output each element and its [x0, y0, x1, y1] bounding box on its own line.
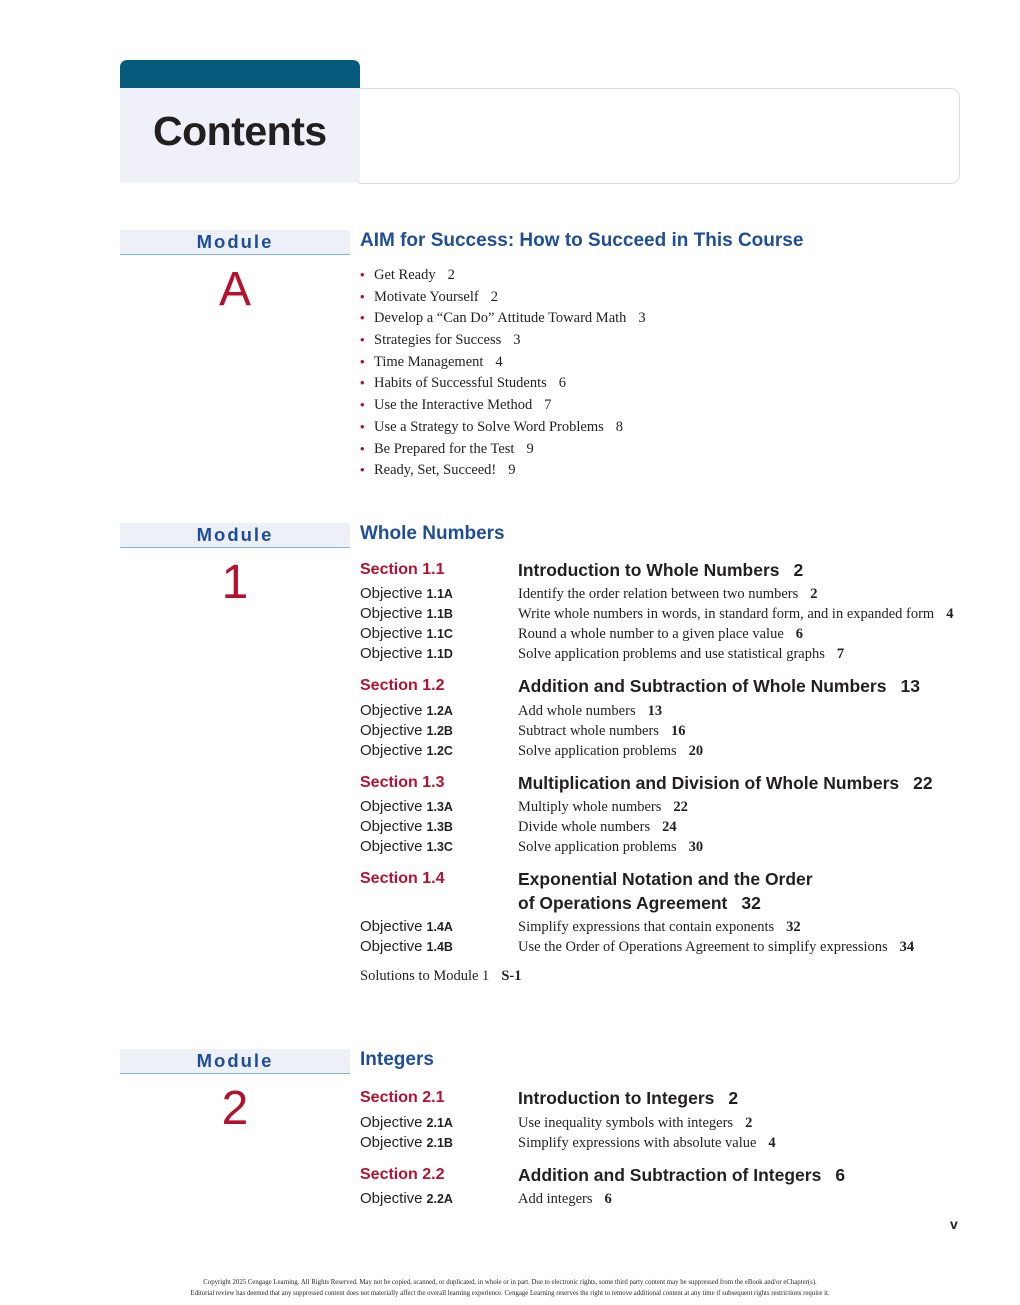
bullet-icon: •	[360, 310, 365, 326]
copyright-line-2: Editorial review has deemed that any suppressed content does not materially affect the overall learning experience. Cengage Learning reserves the right to remove additional content at any time if subsequent rights restrictions require it.	[190, 1290, 830, 1297]
section-label: Section 2.1	[360, 1089, 445, 1106]
module-a-list	[360, 264, 646, 481]
section-title: Addition and Subtraction of Whole Numbers 13	[518, 676, 920, 696]
list-item[interactable]	[360, 394, 646, 416]
objective-text: Use inequality symbols with integers 2	[518, 1115, 753, 1131]
item-label: Ready, Set, Succeed!	[374, 462, 497, 479]
objective-label: Objective 1.3B	[360, 818, 453, 835]
page-ref: 24	[662, 819, 677, 835]
page-ref: 32	[786, 919, 801, 935]
objective-text: Subtract whole numbers 16	[518, 723, 686, 739]
list-item[interactable]	[360, 438, 646, 460]
page-ref: 9	[508, 462, 516, 479]
solutions-link[interactable]: Solutions to Module 1 S-1	[360, 968, 522, 984]
section-label: Section 1.2	[360, 677, 445, 694]
page-ref: 22	[673, 799, 688, 815]
objective-label: Objective 1.2B	[360, 722, 453, 739]
page-ref: 2	[728, 1088, 739, 1108]
objective-label: Objective 1.1A	[360, 585, 453, 602]
section-label: Section 2.2	[360, 1166, 445, 1183]
bullet-icon: •	[360, 440, 365, 456]
item-label: Habits of Successful Students	[374, 375, 547, 392]
objective-text: Solve application problems 30	[518, 839, 704, 855]
page-ref: 30	[688, 839, 704, 855]
page-ref: 22	[913, 773, 933, 793]
objective-label: Objective 1.3C	[360, 838, 453, 855]
item-label: Motivate Yourself	[374, 288, 479, 305]
bullet-icon: •	[360, 288, 365, 304]
item-label: Develop a “Can Do” Attitude Toward Math	[374, 310, 627, 327]
page-ref: 7	[836, 646, 845, 662]
section-title: Exponential Notation and the Order	[518, 869, 813, 889]
module-a-title[interactable]: AIM for Success: How to Succeed in This Course	[360, 230, 804, 251]
module-2-badge	[120, 1049, 350, 1139]
module-word: Module	[120, 230, 350, 255]
module-1-badge	[120, 523, 350, 613]
list-item[interactable]	[360, 351, 646, 373]
objective-label: Objective 1.1C	[360, 625, 453, 642]
list-item[interactable]	[360, 459, 646, 481]
objective-text: Solve application problems and use statistical graphs 7	[518, 646, 845, 662]
objective-text: Add integers 6	[518, 1191, 612, 1207]
section-title: Multiplication and Division of Whole Numbers 22	[518, 773, 933, 793]
list-item[interactable]	[360, 329, 646, 351]
page-ref: 2	[810, 586, 818, 602]
module-number: 1	[221, 556, 249, 609]
header-outline	[359, 88, 960, 184]
page-ref: 9	[526, 440, 534, 457]
objective-label: Objective 2.1A	[360, 1114, 453, 1131]
page-ref: 8	[615, 418, 623, 435]
module-word: Module	[120, 523, 350, 548]
section-title: Addition and Subtraction of Integers 6	[518, 1165, 846, 1185]
page-ref: 7	[544, 397, 552, 414]
objective-label: Objective 2.2A	[360, 1190, 453, 1207]
page-ref: 6	[558, 375, 567, 392]
bullet-icon: •	[360, 332, 365, 348]
module-a-badge	[120, 230, 350, 320]
page-ref: 2	[447, 267, 455, 283]
list-item[interactable]	[360, 416, 646, 438]
objective-label: Objective 1.2C	[360, 742, 453, 759]
page-ref: 2	[745, 1115, 753, 1131]
objective-text: Solve application problems 20	[518, 743, 704, 759]
objective-label: Objective 1.4B	[360, 938, 453, 955]
list-item[interactable]	[360, 307, 646, 329]
objective-label: Objective 1.2A	[360, 702, 453, 719]
page-ref: 34	[899, 939, 915, 955]
bullet-icon: •	[360, 397, 365, 413]
bullet-icon: •	[360, 462, 365, 478]
header-tab-decoration	[120, 60, 360, 89]
objective-label: Objective 2.1B	[360, 1134, 453, 1151]
objective-text: Add whole numbers 13	[518, 703, 663, 719]
module-1-title[interactable]: Whole Numbers	[360, 523, 505, 544]
item-label: Use the Interactive Method	[374, 397, 533, 414]
page-ref: 3	[638, 310, 646, 327]
page-ref: 6	[795, 626, 804, 642]
page-ref: 32	[741, 893, 761, 913]
section-label: Section 1.1	[360, 561, 445, 578]
page-ref: 16	[670, 723, 686, 739]
page-ref: 2	[490, 288, 498, 305]
module-word: Module	[120, 1049, 350, 1074]
item-label: Get Ready	[374, 267, 436, 283]
page-ref: 4	[768, 1135, 776, 1151]
objective-label: Objective 1.4A	[360, 918, 453, 935]
section-title: Introduction to Whole Numbers 2	[518, 560, 804, 580]
page-ref: 6	[604, 1191, 612, 1207]
objective-text: Multiply whole numbers 22	[518, 799, 688, 815]
list-item[interactable]	[360, 286, 646, 308]
objective-label: Objective 1.1D	[360, 645, 453, 662]
objective-label: Objective 1.1B	[360, 605, 453, 622]
copyright-line-1: Copyright 2025 Cengage Learning. All Rights Reserved. May not be copied, scanned, or duplicated, in whole or in part. Due to electronic rights, some third party content may be suppressed from the eBook and/or eChapter(s).	[203, 1279, 817, 1286]
page-ref: 13	[647, 703, 663, 719]
item-label: Strategies for Success	[374, 332, 502, 349]
item-label: Use a Strategy to Solve Word Problems	[374, 418, 604, 435]
page-ref: S-1	[501, 968, 522, 984]
page-title: Contents	[153, 108, 327, 154]
objective-text: Divide whole numbers 24	[518, 819, 677, 835]
section-title: Introduction to Integers 2	[518, 1088, 739, 1108]
bullet-icon: •	[360, 353, 365, 369]
item-label: Be Prepared for the Test	[374, 440, 515, 457]
page-number: v	[950, 1216, 958, 1232]
bullet-icon: •	[360, 375, 365, 391]
section-label: Section 1.3	[360, 774, 445, 791]
page-ref: 6	[835, 1165, 846, 1185]
objective-text: Round a whole number to a given place value 6	[518, 626, 804, 642]
module-letter: A	[218, 263, 251, 316]
bullet-icon: •	[360, 267, 365, 282]
page-ref: 20	[688, 743, 704, 759]
item-label: Time Management	[374, 353, 484, 370]
objective-text: Simplify expressions with absolute value 4	[518, 1135, 776, 1151]
list-item[interactable]	[360, 372, 646, 394]
page-ref: 4	[946, 606, 954, 622]
page-ref: 2	[793, 560, 804, 580]
objective-text: Use the Order of Operations Agreement to simplify expressions 34	[518, 939, 915, 955]
page-ref: 4	[495, 353, 503, 370]
page-ref: 13	[900, 676, 920, 696]
module-2-title[interactable]: Integers	[360, 1049, 434, 1070]
module-number: 2	[221, 1082, 249, 1135]
objective-text: Write whole numbers in words, in standard form, and in expanded form 4	[518, 606, 954, 622]
list-item[interactable]	[360, 264, 646, 286]
objective-label: Objective 1.3A	[360, 798, 453, 815]
objective-text: Identify the order relation between two numbers 2	[518, 586, 818, 602]
objective-text: Simplify expressions that contain exponents 32	[518, 919, 801, 935]
section-label: Section 1.4	[360, 870, 445, 887]
bullet-icon: •	[360, 418, 365, 434]
page-ref: 3	[513, 332, 521, 349]
